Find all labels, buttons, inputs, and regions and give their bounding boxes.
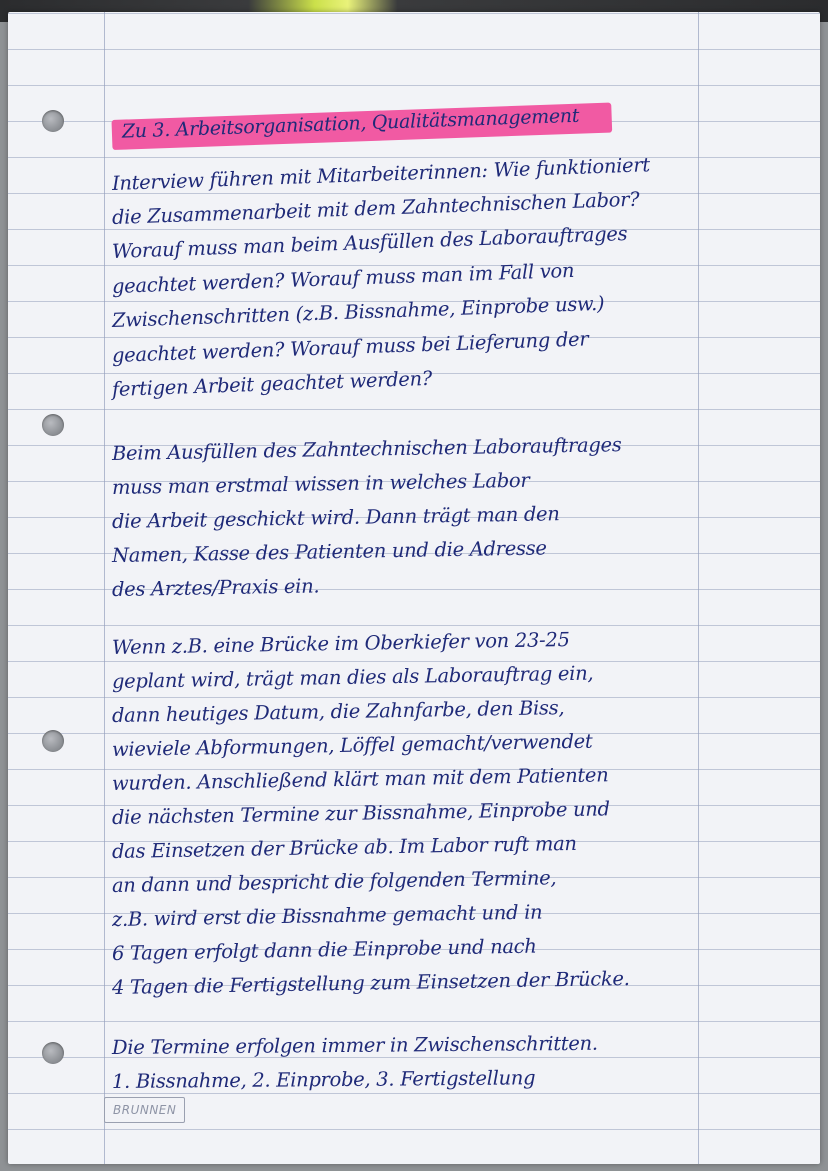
text-line: muss man erstmal wissen in welches Labor bbox=[111, 468, 530, 499]
text-line: Zwischenschritten (z.B. Bissnahme, Einprobe usw.) bbox=[111, 291, 605, 332]
text-line: 6 Tagen erfolgt dann die Einprobe und nach bbox=[111, 934, 537, 965]
text-line: Interview führen mit Mitarbeiterinnen: Wie funktioniert bbox=[111, 153, 651, 195]
text-line: geplant wird, trägt man dies als Laborauftrag ein, bbox=[111, 661, 594, 693]
text-line: des Arztes/Praxis ein. bbox=[111, 574, 320, 601]
punch-hole-icon bbox=[42, 110, 64, 132]
text-line: 1. Bissnahme, 2. Einprobe, 3. Fertigstellung bbox=[111, 1066, 536, 1093]
text-line: die Arbeit geschickt wird. Dann trägt man den bbox=[111, 502, 560, 533]
punch-hole-icon bbox=[42, 1042, 64, 1064]
heading-highlight bbox=[111, 103, 612, 150]
text-line: Beim Ausfüllen des Zahntechnischen Laborauftrages bbox=[111, 433, 622, 465]
text-line: 4 Tagen die Fertigstellung zum Einsetzen der Brücke. bbox=[111, 966, 630, 999]
text-line: Wenn z.B. eine Brücke im Oberkiefer von 23-25 bbox=[111, 628, 570, 659]
text-line: Namen, Kasse des Patienten und die Adresse bbox=[111, 536, 547, 567]
text-line: Worauf muss man beim Ausfüllen des Laborauftrages bbox=[111, 222, 628, 263]
heading-text: Zu 3. Arbeitsorganisation, Qualitätsmanagement bbox=[121, 104, 580, 143]
punch-hole-icon bbox=[42, 730, 64, 752]
text-line: die Zusammenarbeit mit dem Zahntechnischen Labor? bbox=[111, 187, 640, 229]
text-line: das Einsetzen der Brücke ab. Im Labor ruft man bbox=[111, 831, 577, 863]
punch-hole-icon bbox=[42, 414, 64, 436]
notebook-page bbox=[8, 12, 820, 1164]
text-line: an dann und bespricht die folgenden Termine, bbox=[111, 866, 557, 897]
text-line: wurden. Anschließend klärt man mit dem Patienten bbox=[111, 763, 609, 795]
right-margin-line bbox=[698, 12, 699, 1164]
text-line: z.B. wird erst die Bissnahme gemacht und in bbox=[111, 900, 543, 931]
brand-logo: BRUNNEN bbox=[104, 1097, 185, 1123]
text-line: geachtet werden? Worauf muss bei Lieferung der bbox=[111, 327, 589, 367]
left-margin-line bbox=[104, 12, 105, 1164]
text-line: wieviele Abformungen, Löffel gemacht/verwendet bbox=[111, 729, 593, 761]
text-line: fertigen Arbeit geachtet werden? bbox=[111, 366, 433, 401]
text-line: geachtet werden? Worauf muss man im Fall von bbox=[111, 258, 575, 298]
text-line: die nächsten Termine zur Bissnahme, Einprobe und bbox=[111, 797, 610, 829]
text-line: dann heutiges Datum, die Zahnfarbe, den Biss, bbox=[111, 696, 565, 727]
text-line: Die Termine erfolgen immer in Zwischenschritten. bbox=[111, 1031, 598, 1059]
